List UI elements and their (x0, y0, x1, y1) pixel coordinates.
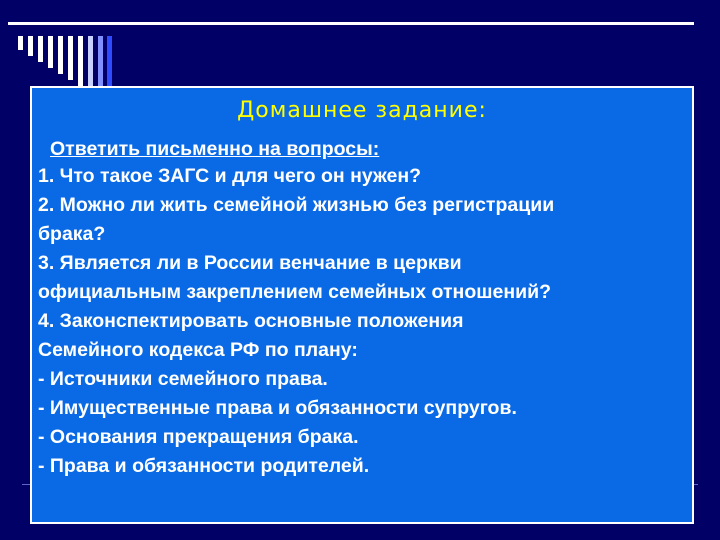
text-line: Семейного кодекса РФ по плану: (38, 339, 358, 361)
stripe (98, 36, 103, 86)
text-line: брака? (38, 223, 106, 245)
text-line: официальным закреплением семейных отношений? (38, 281, 551, 303)
homework-body (38, 137, 684, 481)
text-line: - Права и обязанности родителей. (38, 455, 370, 477)
stripe (68, 36, 73, 80)
stripe (78, 36, 83, 86)
stripe (38, 36, 43, 62)
text-line: 1. Что такое ЗАГС и для чего он нужен? (38, 165, 422, 187)
stripe (58, 36, 63, 74)
stripe (28, 36, 33, 56)
text-line: - Основания прекращения брака. (38, 426, 359, 448)
text-line: - Источники семейного права. (38, 368, 328, 390)
stripe (107, 36, 112, 86)
instructions-heading: Ответить письменно на вопросы: (50, 138, 380, 160)
text-line: - Имущественные права и обязанности супругов. (38, 397, 517, 419)
text-line: 4. Законспектировать основные положения (38, 310, 464, 332)
text-line: 2. Можно ли жить семейной жизнью без регистрации (38, 194, 555, 216)
stripe (18, 36, 23, 50)
top-divider-line (8, 22, 694, 25)
homework-panel (30, 86, 694, 524)
decorative-stripes (18, 36, 128, 86)
text-line: 3. Является ли в России венчание в церкви (38, 252, 462, 274)
stripe (88, 36, 93, 86)
stripe (48, 36, 53, 68)
slide-title: Домашнее задание: (237, 98, 487, 123)
